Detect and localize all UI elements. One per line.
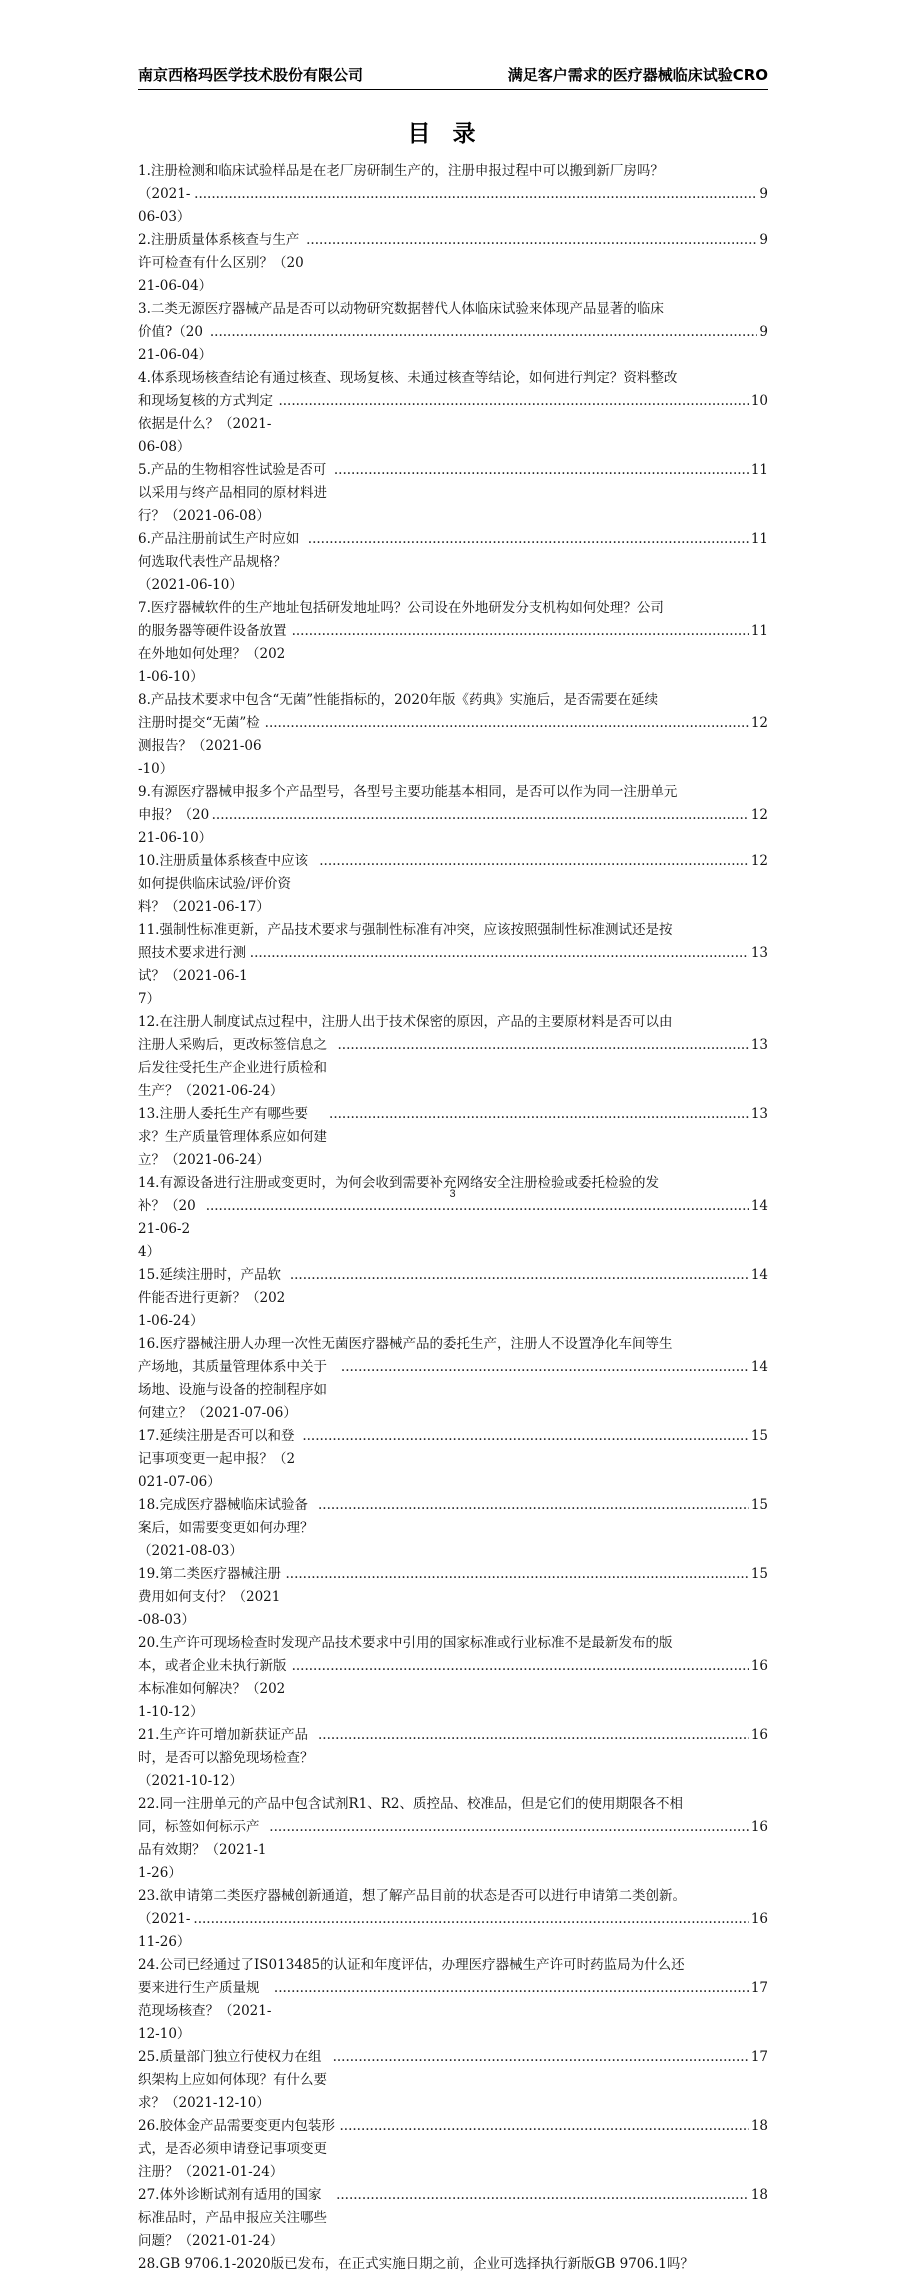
toc-entry[interactable] — [138, 1103, 768, 1172]
toc-entry-text: 要来进行生产质量规范现场核查？（2021-12-10） — [138, 1980, 272, 2042]
toc-entry-text-line1: 3.二类无源医疗器械产品是否可以动物研究数据替代人体临床试验来体现产品显著的临床 — [138, 301, 664, 317]
toc-page-number: 11 — [750, 623, 768, 639]
toc-entry-text: 26.胶体金产品需要变更内包装形式，是否必须申请登记事项变更注册？（2021-01-24） — [138, 2118, 335, 2180]
toc-entry-text: 13.注册人委托生产有哪些要求？生产质量管理体系应如何建立？（2021-06-24） — [138, 1106, 327, 1168]
dot-leader — [334, 459, 749, 482]
dot-leader — [290, 1264, 749, 1287]
toc-entry-text: 5.产品的生物相容性试验是否可以采用与终产品相同的原材料进行？（2021-06-08） — [138, 462, 327, 524]
toc-page-number: 12 — [750, 807, 768, 823]
toc-entry-text-line1: 4.体系现场核查结论有通过核查、现场复核、未通过核查等结论，如何进行判定？资料整改 — [138, 370, 678, 386]
toc-page-number: 15 — [750, 1497, 768, 1513]
dot-leader — [292, 1655, 749, 1678]
toc-page-number: 15 — [750, 1566, 768, 1582]
dot-leader — [194, 183, 757, 206]
toc-entry[interactable] — [138, 689, 768, 781]
toc-entry[interactable] — [138, 850, 768, 919]
toc-entry[interactable] — [138, 1264, 768, 1333]
toc-page-number: 9 — [759, 324, 768, 340]
toc-entry-text: 的服务器等硬件设备放置在外地如何处理？（2021-06-10） — [138, 623, 287, 685]
toc-entry-text: 17.延续注册是否可以和登记事项变更一起申报？（2021-07-06） — [138, 1428, 296, 1490]
toc-page-number: 12 — [750, 715, 768, 731]
dot-leader — [265, 712, 749, 735]
dot-leader — [250, 942, 749, 965]
toc-entry-text: 27.体外诊断试剂有适用的国家标准品时，产品申报应关注哪些问题？（2021-01-24） — [138, 2187, 327, 2249]
toc-entry-text-line1: 8.产品技术要求中包含“无菌”性能指标的，2020年版《药典》实施后，是否需要在延续 — [138, 692, 659, 708]
dot-leader — [306, 229, 757, 252]
toc-entry[interactable] — [138, 1172, 768, 1264]
toc-entry-text: 21.生产许可增加新获证产品时，是否可以豁免现场检查？（2021-10-12） — [138, 1727, 314, 1789]
toc-entry[interactable] — [138, 367, 768, 459]
toc-entry-text: 本，或者企业未执行新版本标准如何解决？（2021-10-12） — [138, 1658, 287, 1720]
toc-entry-text: 申报？（2021-06-10） — [138, 807, 213, 846]
toc-entry[interactable] — [138, 1011, 768, 1103]
dot-leader — [292, 620, 749, 643]
toc-entry[interactable] — [138, 2046, 768, 2115]
toc-page-number: 14 — [750, 1359, 768, 1375]
toc-page-number: 16 — [750, 1658, 768, 1674]
toc-entry-text: 2.注册质量体系核查与生产许可检查有什么区别？（2021-06-04） — [138, 232, 304, 294]
dot-leader — [212, 804, 749, 827]
toc-page-number: 16 — [750, 1911, 768, 1927]
toc-entry-text: 6.产品注册前试生产时应如何选取代表性产品规格？（2021-06-10） — [138, 531, 300, 593]
toc-page-number: 17 — [750, 1980, 768, 1996]
toc-entry-text-line1: 1.注册检测和临床试验样品是在老厂房研制生产的，注册申报过程中可以搬到新厂房吗？ — [138, 163, 664, 179]
toc-entry[interactable] — [138, 1425, 768, 1494]
toc-entry-text: 价值?（2021-06-04） — [138, 324, 213, 363]
dot-leader — [341, 1356, 749, 1379]
header-slogan: 满足客户需求的医疗器械临床试验CRO — [507, 66, 768, 84]
toc-title: 目录 — [407, 121, 498, 147]
toc-page-number: 15 — [750, 1428, 768, 1444]
toc-entry[interactable] — [138, 1793, 768, 1885]
toc-entry[interactable] — [138, 2253, 768, 2276]
page-header — [138, 66, 768, 88]
toc-entry[interactable] — [138, 160, 768, 229]
toc-entry[interactable] — [138, 1563, 768, 1632]
toc-entry-text: 25.质量部门独立行使权力在组织架构上应如何体现？有什么要求？（2021-12-10） — [138, 2049, 327, 2111]
toc-entry-text: （2021-11-26） — [138, 1911, 191, 1950]
toc-entry[interactable] — [138, 459, 768, 528]
toc-entry[interactable] — [138, 1724, 768, 1793]
toc-entry[interactable] — [138, 781, 768, 850]
dot-leader — [333, 2046, 749, 2069]
dot-leader — [278, 390, 748, 413]
toc-entry-text: （2021-06-03） — [138, 186, 191, 225]
dot-leader — [318, 1724, 749, 1747]
dot-leader — [336, 2184, 749, 2207]
toc-entry-text: 10.注册质量体系核查中应该如何提供临床试验/评价资料？（2021-06-17） — [138, 853, 308, 915]
toc-entry-text: 同，标签如何标示产品有效期？（2021-11-26） — [138, 1819, 267, 1881]
toc-entry-text: 18.完成医疗器械临床试验备案后，如需要变更如何办理？（2021-08-03） — [138, 1497, 314, 1559]
dot-leader — [210, 321, 758, 344]
dot-leader — [269, 1816, 749, 1839]
toc-entry-text: 补？（2021-06-24） — [138, 1198, 196, 1260]
toc-entry-text-line1: 9.有源医疗器械申报多个产品型号，各型号主要功能基本相同，是否可以作为同一注册单元 — [138, 784, 678, 800]
toc-entry-text-line1: 20.生产许可现场检查时发现产品技术要求中引用的国家标准或行业标准不是最新发布的版 — [138, 1635, 673, 1651]
toc-entry-text: 15.延续注册时，产品软件能否进行更新？（2021-06-24） — [138, 1267, 286, 1329]
toc-entry[interactable] — [138, 597, 768, 689]
toc-entry-text-line1: 7.医疗器械软件的生产地址包括研发地址吗？公司设在外地研发分支机构如何处理？公司 — [138, 600, 664, 616]
toc-entry-text-line1: 14.有源设备进行注册或变更时，为何会收到需要补充网络安全注册检验或委托检验的发 — [138, 1175, 659, 1191]
dot-leader — [274, 1977, 749, 2000]
dot-leader — [337, 1034, 748, 1057]
toc-page-number: 18 — [750, 2118, 768, 2134]
header-divider — [138, 89, 768, 90]
toc-entry-text: 产场地，其质量管理体系中关于场地、设施与设备的控制程序如何建立？（2021-07-06） — [138, 1359, 327, 1421]
toc-page-number: 13 — [750, 945, 768, 961]
toc-entry[interactable] — [138, 1632, 768, 1724]
toc-entry[interactable] — [138, 2184, 768, 2253]
toc-page-number: 18 — [750, 2187, 768, 2203]
dot-leader — [193, 1908, 748, 1931]
toc-entry-text-line1: 11.强制性标准更新，产品技术要求与强制性标准有冲突，应该按照强制性标准测试还是按 — [138, 922, 673, 938]
toc-entry[interactable] — [138, 1954, 768, 2046]
toc-entry[interactable] — [138, 528, 768, 597]
toc-entry-text-line1: 16.医疗器械注册人办理一次性无菌医疗器械产品的委托生产，注册人不设置净化车间等生 — [138, 1336, 673, 1352]
toc-entry-text: 19.第二类医疗器械注册费用如何支付？（2021-08-03） — [138, 1566, 281, 1628]
toc-entry-text: 28.GB 9706.1-2020版已发布，在正式实施日期之前，企业可选择执行新版GB 9706.1吗？ — [138, 2256, 694, 2272]
dot-leader — [318, 1494, 749, 1517]
toc-entry-text-line1: 12.在注册人制度试点过程中，注册人出于技术保密的原因，产品的主要原材料是否可以由 — [138, 1014, 673, 1030]
toc-entry[interactable] — [138, 919, 768, 1011]
toc-entry-text: 照技术要求进行测试？（2021-06-17） — [138, 945, 248, 1007]
page-number: 3 — [449, 1188, 456, 1200]
toc-entry[interactable] — [138, 298, 768, 367]
toc-entry-text-line1: 24.公司已经通过了IS013485的认证和年度评估，办理医疗器械生产许可时药监局为什么还 — [138, 1957, 685, 1973]
toc-entry[interactable] — [138, 229, 768, 298]
dot-leader — [286, 1563, 749, 1586]
toc-page-number: 11 — [750, 531, 768, 547]
toc-page-number: 10 — [750, 393, 768, 409]
dot-leader — [302, 1425, 748, 1448]
company-name: 南京西格玛医学技术股份有限公司 — [138, 66, 364, 84]
toc-page-number: 9 — [759, 186, 768, 202]
dot-leader — [319, 850, 749, 873]
toc-entry[interactable] — [138, 1333, 768, 1425]
toc-entry[interactable] — [138, 1885, 768, 1954]
toc-page-number: 9 — [759, 232, 768, 248]
toc-page-number: 11 — [750, 462, 768, 478]
toc-page-number: 14 — [750, 1267, 768, 1283]
toc-page-number: 16 — [750, 1819, 768, 1835]
toc-entry-text-line1: 22.同一注册单元的产品中包含试剂R1、R2、质控品、校准品，但是它们的使用期限各不相 — [138, 1796, 683, 1812]
toc-entry-text: 和现场复核的方式判定依据是什么？（2021-06-08） — [138, 393, 273, 455]
toc-entry-text-line1: 23.欲申请第二类医疗器械创新通道，想了解产品目前的状态是否可以进行申请第二类创新。 — [138, 1888, 686, 1904]
toc-entry-text: 注册时提交“无菌”检测报告？（2021-06-10） — [138, 715, 262, 777]
toc-entry[interactable] — [138, 2115, 768, 2184]
toc-page-number: 13 — [750, 1037, 768, 1053]
toc-page-number: 14 — [750, 1198, 768, 1214]
toc-page-number: 12 — [750, 853, 768, 869]
toc-entry-text: 注册人采购后，更改标签信息之后发往受托生产企业进行质检和生产？（2021-06-24） — [138, 1037, 327, 1099]
toc-entry[interactable] — [138, 1494, 768, 1563]
toc-page-number: 17 — [750, 2049, 768, 2065]
dot-leader — [308, 528, 749, 551]
dot-leader — [340, 2115, 749, 2138]
table-of-contents — [138, 160, 768, 2276]
dot-leader — [329, 1103, 749, 1126]
toc-page-number: 13 — [750, 1106, 768, 1122]
toc-page-number: 16 — [750, 1727, 768, 1743]
